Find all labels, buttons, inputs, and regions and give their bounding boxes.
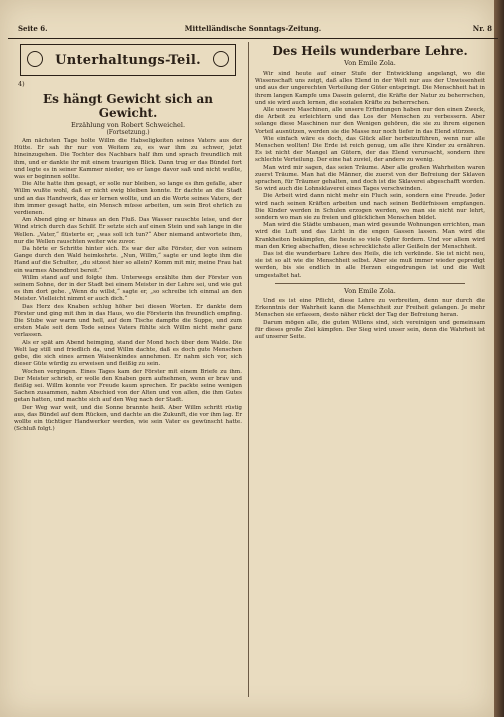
ornament-icon [213, 51, 229, 67]
paragraph: Der Weg war weit, und die Sonne brannte heiß. Aber Willm schritt rüstig aus, das Bündel auf dem Rücken, und dachte an die Zukunft, die vor ihm lag. Er wollte ein tüchtiger Handwerker werden, wie sein Vater es gewünscht hatte. (Schluß folgt.) [14, 404, 242, 433]
column-divider [248, 42, 249, 697]
paragraph: Als er spät am Abend heimging, stand der Mond hoch über dem Walde. Die Welt lag still und friedlich da, und Willm dachte, daß es doch gute Menschen gebe, die sich eines armen Waisenkindes annehmen. Er nahm sich vor, sich dieser Güte würdig zu erweisen und fleißig zu sein. [14, 339, 242, 368]
paragraph: Wir sind heute auf einer Stufe der Entwicklung angelangt, wo die Wissenschaft uns zeigt, daß alles Elend in der Welt nur aus der Unwissenheit und aus der ungerechten Verteilung der Güter entspringt. Die Menschheit hat in ihrem langen Kampfe ums Dasein gelernt, die Kräfte der Natur zu beherrschen, und sie wird auch lernen, die sozialen Kräfte zu beherrschen. [255, 71, 485, 106]
paragraph: Man wird mir sagen, das seien Träume. Aber alle großen Wahrheiten waren zuerst Träume. Man hat die Männer, die zuerst von der Befreiung der Sklaven sprachen, für Träumer gehalten, und doch ist die Sklaverei abgeschafft worden. So wird auch die Lohnsklaverei eines Tages verschwinden. [255, 164, 485, 193]
left-column [14, 44, 242, 433]
paragraph: Die Arbeit wird dann nicht mehr ein Fluch sein, sondern eine Freude. Jeder wird nach seinen Kräften arbeiten und nach seinen Bedürfnissen empfangen. Die Kinder werden in Schulen erzogen werden, wo man sie nicht nur lehrt, sondern wo man sie zu freien und glücklichen Menschen bildet. [255, 193, 485, 222]
article-author: Von Emile Zola. [344, 59, 396, 67]
paragraph: Wie einfach wäre es doch, das Glück aller herbeizuführen, wenn nur alle Menschen wollten! Die Erde ist reich genug, um alle ihre Kinder zu ernähren. Es ist nicht der Mangel an Gütern, der das Elend verursacht, sondern ihre schlechte Verteilung. Der eine hat zuviel, der andere zu wenig. [255, 135, 485, 164]
paragraph: Man wird die Städte umbauen, man wird gesunde Wohnungen errichten, man wird die Luft und das Licht in die engen Gassen lassen. Man wird die Krankheiten bekämpfen, die heute so viele Opfer fordern. Und vor allem wird man den Krieg abschaffen, diese schrecklichste aller Geißeln der Menschheit. [255, 222, 485, 250]
paragraph: Das ist die wunderbare Lehre des Heils, die ich verkünde. Sie ist nicht neu, sie ist so alt wie die Menschheit selbst. Aber sie muß immer wieder gepredigt werden, bis sie endlich in alle Herzen eingedrungen ist und die Welt umgestaltet hat. [255, 251, 485, 279]
story-title: Es hängt Gewicht sich an Gewicht. [43, 92, 213, 120]
second-article-author: Von Emile Zola. [344, 286, 396, 295]
story-continuation: (Fortsetzung.) [106, 129, 150, 136]
paragraph: Die Alte hatte ihm gesagt, er solle nur bleiben, so lange es ihm gefalle, aber Willm wußte wohl, daß er nicht ewig bleiben konnte. Er dachte an die Stadt und an das Handwerk, das er lernen wollte, und an die Worte seines Vaters, der ihm immer gesagt hatte, ein Mensch müsse arbeiten, um sein Brot ehrlich zu verdienen. [14, 181, 242, 217]
article-title: Des Heils wunderbare Lehre. [272, 44, 468, 58]
divider [275, 283, 465, 284]
masthead: Mittelländische Sonntags-Zeitung. [184, 24, 322, 33]
paragraph: Alle unsere Maschinen, alle unsere Erfindungen haben nur den einen Zweck, die Arbeit zu erleichtern und das Los der Menschen zu verbessern. Aber solange diese Maschinen nur den Wenigen gehören, die sie zu ihrem eigenen Vorteil ausnützen, werden sie die Masse nur noch tiefer in das Elend stürzen. [255, 107, 485, 135]
section-title: Unterhaltungs-Teil. [55, 52, 201, 68]
page-header [8, 22, 498, 36]
right-column [255, 44, 485, 341]
page-label: Seite 6. [18, 24, 48, 33]
article-body [255, 71, 485, 280]
ornament-icon [27, 51, 43, 67]
paragraph: Darum mögen alle, die guten Willens sind, sich vereinigen und gemeinsam für dieses große Ziel kämpfen. Der Sieg wird unser sein, denn die Wahrheit ist auf unserer Seite. [255, 319, 485, 340]
paragraph: Das Herz des Knaben schlug höher bei diesen Worten. Er dankte dem Förster und ging mit ihm in das Haus, wo die Försterin ihn freundlich empfing. Die Stube war warm und hell, auf dem Tische dampfte die Suppe, und zum ersten Male seit dem Tode seines Vaters fühlte sich Willm nicht mehr ganz verlassen. [14, 303, 242, 339]
paragraph: Und es ist eine Pflicht, diese Lehre zu verbreiten, denn nur durch die Erkenntnis der Wahrheit kann die Menschheit zur Freiheit gelangen. Je mehr Menschen sie erfassen, desto näher rückt der Tag der Befreiung heran. [255, 297, 485, 319]
page-edge [494, 0, 504, 717]
paragraph: Am nächsten Tage holte Willm die Habseligkeiten seines Vaters aus der Hütte. Er sah ihr nur von Weitem zu, es war ihm zu schwer, jetzt hineinzugehen. Die Tochter des Nachbars half ihm und sprach freundlich mit ihm, und er dankte ihr mit einem traurigen Blick. Dann trug er das Bündel fort und legte es in seiner Kammer nieder, wo er lange davor saß und nicht wußte, was er beginnen sollte. [14, 138, 242, 181]
paragraph: Wochen vergingen. Eines Tages kam der Förster mit einem Briefe zu ihm. Der Meister schrieb, er wolle den Knaben gern aufnehmen, wenn er brav und fleißig sei. Willm konnte vor Freude kaum sprechen. Er packte seine wenigen Sachen zusammen, nahm Abschied von der Alten und von allen, die ihm Gutes getan hatten, und machte sich auf den Weg nach der Stadt. [14, 368, 242, 404]
second-article-body [255, 298, 485, 341]
story-body [14, 138, 242, 433]
issue-number: Nr. 8 [472, 24, 492, 33]
paragraph: Am Abend ging er hinaus an den Fluß. Das Wasser rauschte leise, und der Wind strich durch das Schilf. Er setzte sich auf einen Stein und sah lange in die Wellen. „Vater,“ flüsterte er, „was soll ich tun?“ Aber niemand antwortete ihm, nur die Wellen rauschten weiter wie zuvor. [14, 217, 242, 245]
header-rule [8, 38, 498, 39]
part-number: 4) [18, 80, 25, 88]
section-banner [20, 44, 236, 76]
story-byline: Erzählung von Robert Schweichel. [70, 121, 186, 129]
paragraph: Willm stand auf und folgte ihm. Unterwegs erzählte ihm der Förster von seinem Sohne, der in der Stadt bei einem Meister in der Lehre sei, und wie gut es ihm dort gehe. „Wenn du willst,“ sagte er, „so schreibe ich einmal an den Meister. Vielleicht nimmt er auch dich.“ [14, 274, 242, 303]
paragraph: Da hörte er Schritte hinter sich. Es war der alte Förster, der von seinem Gange durch den Wald heimkehrte. „Nun, Willm,“ sagte er und legte ihm die Hand auf die Schulter, „du sitzest hier so allein? Komm mit mir, meine Frau hat ein warmes Abendbrot bereit.“ [14, 246, 242, 274]
